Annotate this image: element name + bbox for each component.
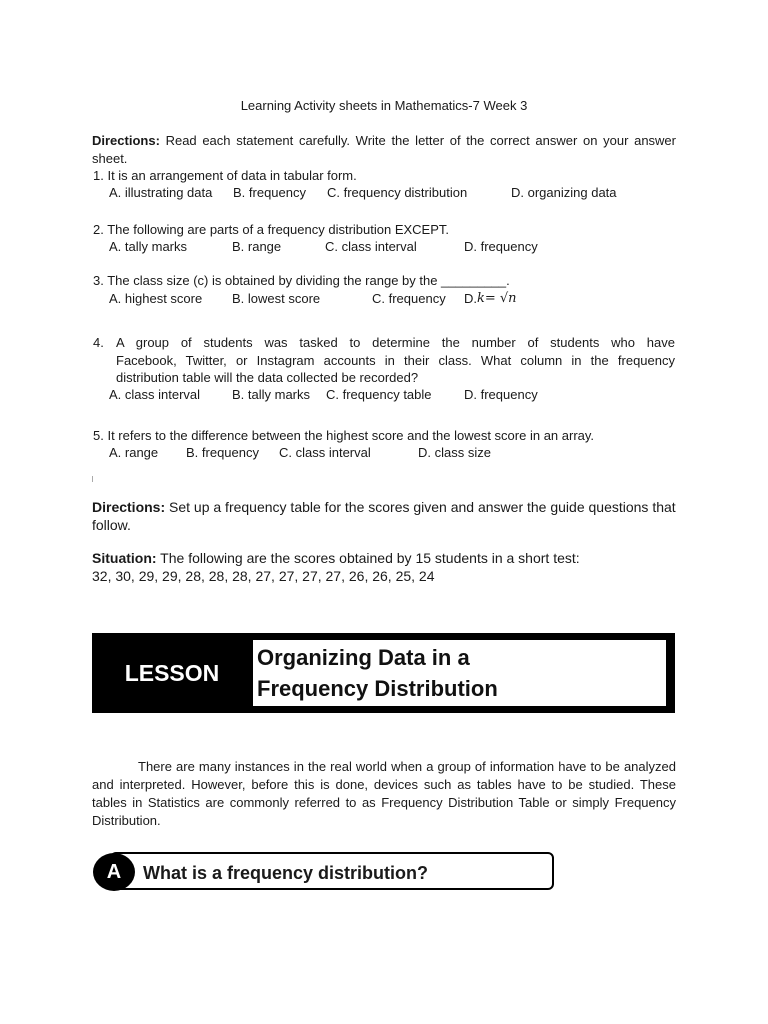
question-5-stem: 5. It refers to the difference between the highest score and the lowest score in an array. [93, 428, 595, 443]
question-3-choices [109, 290, 517, 308]
question-3-stem: 3. The class size (c) is obtained by dividing the range by the _________. [93, 273, 510, 288]
directions-1-label: Directions: [92, 133, 160, 148]
choice: B. lowest score [232, 291, 321, 306]
question-1-choices [109, 184, 617, 202]
question-4-choices [109, 386, 538, 404]
lesson-title-line-1: Organizing Data in a [257, 645, 470, 670]
question-2-stem: 2. The following are parts of a frequency distribution EXCEPT. [93, 222, 450, 237]
lesson-title [257, 642, 498, 704]
section-a-badge: A [93, 853, 135, 891]
intro-paragraph [92, 758, 676, 830]
choice: D. frequency [464, 239, 538, 254]
question-1-stem: 1. It is an arrangement of data in tabular form. [93, 168, 357, 183]
question-4-line-2: Facebook, Twitter, or Instagram accounts in their class. What column in the frequency [116, 352, 675, 368]
directions-2-text: Set up a frequency table for the scores given and answer the guide questions that follow. [92, 499, 676, 533]
question-5-choices [109, 444, 491, 462]
situation [92, 549, 676, 585]
choice: A. range [109, 445, 159, 460]
question-4-line-3: distribution table will the data collected be recorded? [116, 370, 419, 385]
choice: C. frequency distribution [327, 185, 468, 200]
question-4-number: 4. [93, 335, 104, 350]
choice: B. frequency [233, 185, 306, 200]
choice: A. tally marks [109, 239, 188, 254]
situation-text: The following are the scores obtained by 15 students in a short test: [156, 550, 580, 566]
question-4-line-1: A group of students was tasked to determine the number of students who have [116, 335, 675, 350]
intro-text: There are many instances in the real world when a group of information have to be analyzed and interpreted. However, before this is done, devices such as tables have to be studied. These tables in Statistics are commonly referred to as Frequency Distribution Table or simply Frequency Distribution. [92, 759, 676, 828]
choice-formula: k= √n [477, 291, 517, 306]
lesson-title-line-2: Frequency Distribution [257, 676, 498, 701]
choice: D. frequency [464, 387, 538, 402]
choice: C. frequency table [326, 387, 432, 402]
choice: C. class interval [325, 239, 417, 254]
page-title: Learning Activity sheets in Mathematics-7 Week 3 [240, 98, 528, 113]
choice: A. illustrating data [109, 185, 213, 200]
choice: B. frequency [186, 445, 259, 460]
question-4-stem [116, 334, 675, 387]
lesson-label: LESSON [124, 659, 220, 686]
situation-scores: 32, 30, 29, 29, 28, 28, 28, 27, 27, 27, 27, 26, 26, 25, 24 [92, 568, 435, 584]
choice: D. class size [418, 445, 491, 460]
directions-1 [92, 132, 676, 167]
choice: A. class interval [109, 387, 201, 402]
directions-2 [92, 499, 676, 534]
choice: C. frequency [372, 291, 446, 306]
situation-label: Situation: [92, 550, 157, 566]
choice: D. organizing data [511, 185, 617, 200]
section-a-title: What is a frequency distribution? [143, 863, 429, 883]
stray-mark [92, 476, 93, 482]
directions-1-text: Read each statement carefully. Write the letter of the correct answer on your answer sheet. [92, 133, 676, 166]
choice: C. class interval [279, 445, 371, 460]
directions-2-label: Directions: [92, 499, 166, 515]
question-2-choices [109, 238, 538, 256]
choice: B. range [232, 239, 282, 254]
choice: D. [464, 291, 477, 306]
choice: A. highest score [109, 291, 203, 306]
choice: B. tally marks [232, 387, 311, 402]
